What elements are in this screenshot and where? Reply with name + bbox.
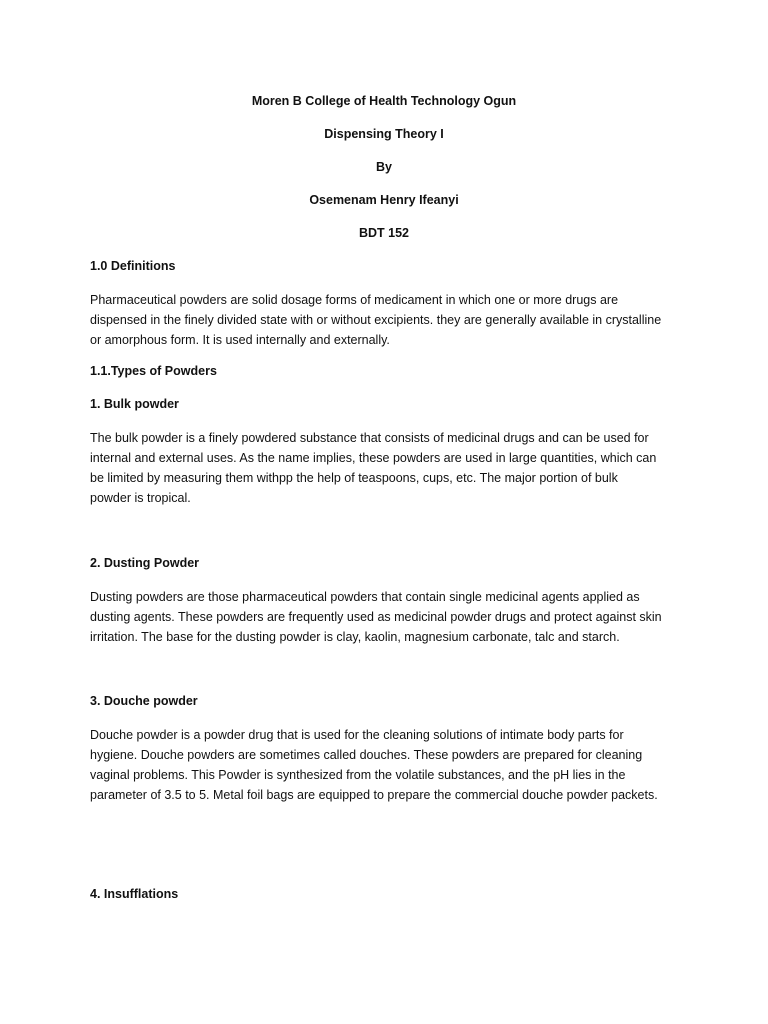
paragraph-line: or amorphous form. It is used internally and externally. [90,333,390,347]
paragraph-line: irritation. The base for the dusting powder is clay, kaolin, magnesium carbonate, talc and starch. [90,630,620,644]
dusting-powder-heading: 2. Dusting Powder [90,556,200,570]
paragraph-line: vaginal problems. This Powder is synthesized from the volatile substances, and the pH lies in the [90,768,626,782]
paragraph-line: parameter of 3.5 to 5. Metal foil bags are equipped to prepare the commercial douche powder packets. [90,788,658,802]
paragraph-line: dispensed in the finely divided state with or without excipients. they are generally available in crystalline [90,313,662,327]
paragraph-line: dusting agents. These powders are frequently used as medicinal powder drugs and protect against skin [90,610,662,624]
paragraph-line: Dusting powders are those pharmaceutical powders that contain single medicinal agents applied as [90,590,640,604]
types-heading: 1.1.Types of Powders [90,364,217,378]
bulk-powder-heading: 1. Bulk powder [90,397,179,411]
dusting-powder-paragraph [90,587,690,647]
paragraph-line: internal and external uses. As the name implies, these powders are used in large quantities, which can [90,451,657,465]
definitions-heading: 1.0 Definitions [90,259,176,273]
paragraph-line: hygiene. Douche powders are sometimes called douches. These powders are prepared for cleaning [90,748,643,762]
paragraph-line: be limited by measuring them withpp the help of teaspoons, cups, etc. The major portion of bulk [90,471,618,485]
author-name: Osemenam Henry Ifeanyi [309,193,459,207]
paragraph-line: The bulk powder is a finely powdered substance that consists of medicinal drugs and can be used for [90,431,649,445]
paragraph-line: Pharmaceutical powders are solid dosage forms of medicament in which one or more drugs are [90,293,619,307]
douche-powder-heading: 3. Douche powder [90,694,198,708]
paragraph-line: Douche powder is a powder drug that is used for the cleaning solutions of intimate body parts for [90,728,624,742]
by-label: By [376,160,392,174]
course-code: BDT 152 [358,226,410,240]
institution-title: Moren B College of Health Technology Ogun [251,94,517,108]
paragraph-line: powder is tropical. [90,491,191,505]
insufflations-heading: 4. Insufflations [90,887,179,901]
course-title: Dispensing Theory I [324,127,444,141]
definitions-paragraph [90,290,690,350]
bulk-powder-paragraph [90,428,690,508]
douche-powder-paragraph [90,725,690,805]
